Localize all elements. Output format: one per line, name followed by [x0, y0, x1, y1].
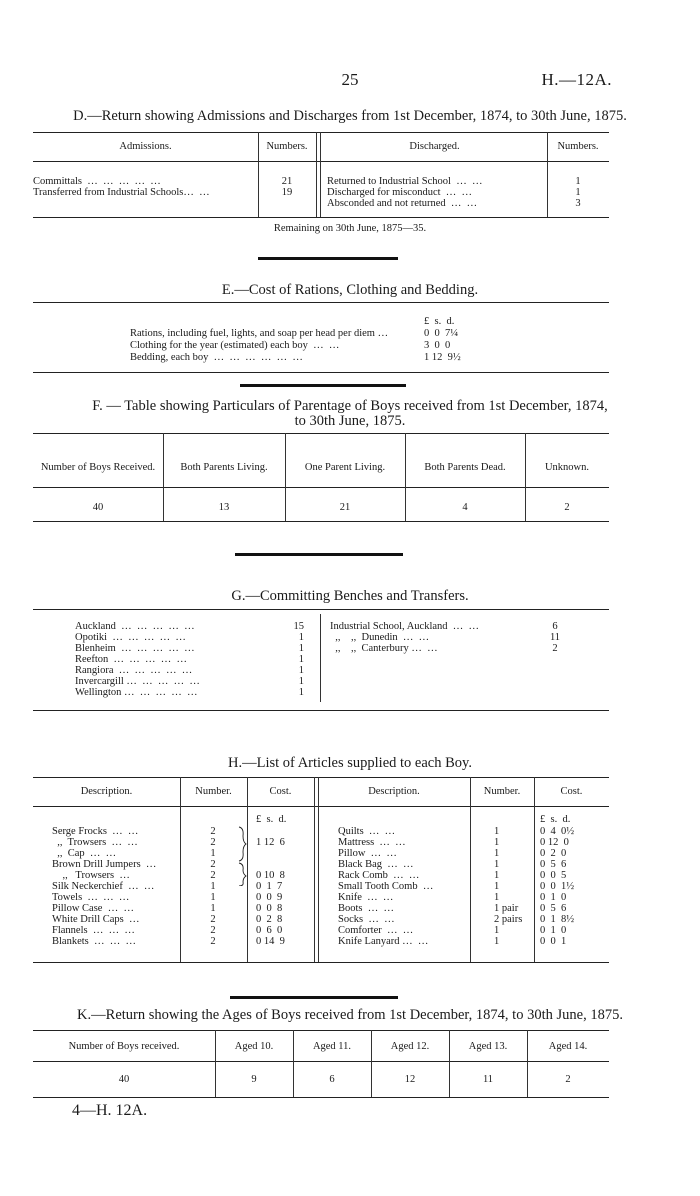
- article-cost: 0 2 8: [256, 914, 283, 925]
- article-number: 1: [210, 903, 216, 914]
- article-description: Small Tooth Comb …: [338, 881, 434, 892]
- section-k-value: 9: [251, 1074, 257, 1085]
- section-h-header: Description.: [80, 786, 133, 797]
- section-k-header: Number of Boys received.: [68, 1041, 180, 1052]
- article-number: 2: [210, 914, 216, 925]
- article-cost: 0 1 7: [256, 881, 283, 892]
- document-reference: H.—12A.: [541, 70, 612, 89]
- discharged-number: 3: [575, 198, 581, 209]
- article-cost: 0 1 0: [540, 892, 567, 903]
- article-cost: 0 10 8: [256, 870, 285, 881]
- article-number: 1: [494, 892, 500, 903]
- section-f-title: F. — Table showing Particulars of Parentage of Boys received from 1st December, 1874,: [92, 398, 608, 414]
- section-k-value: 11: [482, 1074, 494, 1085]
- section-h-header: Number.: [483, 786, 521, 797]
- article-number: 1: [494, 925, 500, 936]
- article-number: 1: [494, 848, 500, 859]
- bench-number: 1: [298, 643, 304, 654]
- article-cost: 0 12 0: [540, 837, 569, 848]
- article-description: Black Bag … …: [338, 859, 414, 870]
- section-f-header: Both Parents Dead.: [424, 462, 506, 473]
- article-cost: 0 1 8½: [540, 914, 575, 925]
- article-number: 1: [210, 881, 216, 892]
- transfer-label: Industrial School, Auckland … …: [330, 621, 480, 632]
- bench-label: Reefton … … … … …: [75, 654, 187, 665]
- article-description: Comforter … …: [338, 925, 414, 936]
- article-description: White Drill Caps …: [52, 914, 140, 925]
- section-h-header: Cost.: [560, 786, 583, 797]
- transfer-label: ,, ,, Canterbury … …: [330, 643, 438, 654]
- bench-label: Opotiki … … … … …: [75, 632, 186, 643]
- section-f-value: 21: [339, 502, 351, 513]
- discharged-label: Discharged for misconduct … …: [327, 187, 473, 198]
- section-k-header: Aged 12.: [390, 1041, 430, 1052]
- section-d-col-discharged: Discharged.: [409, 141, 460, 152]
- cost-value: 0 0 7¼: [424, 328, 459, 339]
- bench-number: 1: [298, 654, 304, 665]
- article-cost: 0 0 9: [256, 892, 283, 903]
- article-description: ,, Trowsers … …: [52, 837, 138, 848]
- brace-icon: [237, 826, 247, 886]
- section-divider: [230, 996, 398, 999]
- section-k-value: 2: [565, 1074, 571, 1085]
- section-h-header: Number.: [195, 786, 232, 797]
- section-f-header: Number of Boys Received.: [40, 462, 156, 473]
- section-d-col-numbers-right: Numbers.: [557, 141, 599, 152]
- bench-label: Wellington … … … … …: [75, 687, 198, 698]
- bench-label: Invercargill … … … … …: [75, 676, 200, 687]
- discharged-label: Absconded and not returned … …: [327, 198, 478, 209]
- section-f-value: 40: [92, 502, 104, 513]
- section-d-top-rule: [33, 132, 609, 133]
- cost-value: 3 0 0: [424, 340, 451, 351]
- article-description: Silk Neckerchief … …: [52, 881, 155, 892]
- section-f-title-line2: to 30th June, 1875.: [294, 413, 406, 429]
- section-f-value: 13: [218, 502, 230, 513]
- admission-number: 19: [281, 187, 293, 198]
- article-cost: 0 5 6: [540, 903, 567, 914]
- article-cost: 1 12 6: [256, 837, 285, 848]
- section-k-value: 12: [404, 1074, 416, 1085]
- article-description: Serge Frocks … …: [52, 826, 139, 837]
- article-cost: 0 0 1: [540, 936, 567, 947]
- remaining-text: Remaining on 30th June, 1875—35.: [273, 223, 427, 234]
- section-divider: [235, 553, 403, 556]
- article-number: 1: [494, 870, 500, 881]
- article-description: Pillow … …: [338, 848, 397, 859]
- cost-label: Clothing for the year (estimated) each boy … …: [130, 340, 340, 351]
- section-d-header-rule: [33, 161, 609, 162]
- bench-number: 1: [298, 676, 304, 687]
- article-description: Socks … …: [338, 914, 395, 925]
- section-k-header: Aged 14.: [548, 1041, 588, 1052]
- section-d-col-admissions: Admissions.: [119, 141, 172, 152]
- article-cost: 0 6 0: [256, 925, 283, 936]
- article-number: 1: [210, 848, 216, 859]
- section-k-title: K.—Return showing the Ages of Boys received from 1st December, 1874, to 30th June, 1875.: [77, 1007, 623, 1023]
- article-number: 1 pair: [494, 903, 519, 914]
- article-description: Knife … …: [338, 892, 394, 903]
- article-description: Quilts … …: [338, 826, 396, 837]
- article-description: Blankets … … …: [52, 936, 136, 947]
- article-description: Towels … … …: [52, 892, 130, 903]
- article-number: 2: [210, 859, 216, 870]
- transfer-number: 2: [552, 643, 558, 654]
- article-cost: 0 1 0: [540, 925, 567, 936]
- article-description: Brown Drill Jumpers …: [52, 859, 157, 870]
- section-h-header: Cost.: [269, 786, 292, 797]
- admission-label: Committals … … … … …: [33, 176, 161, 187]
- cost-label: Rations, including fuel, lights, and soap per head per diem …: [130, 328, 389, 339]
- article-number: 1: [494, 837, 500, 848]
- transfer-number: 11: [549, 632, 561, 643]
- article-cost: 0 5 6: [540, 859, 567, 870]
- article-number: 2: [210, 870, 216, 881]
- section-f-value: 2: [564, 502, 570, 513]
- article-number: 1: [494, 826, 500, 837]
- article-number: 1: [494, 881, 500, 892]
- section-divider: [240, 384, 406, 387]
- article-number: 2: [210, 925, 216, 936]
- section-d-col-numbers-left: Numbers.: [266, 141, 308, 152]
- section-h-title: H.—List of Articles supplied to each Boy.: [228, 755, 472, 771]
- article-description: Knife Lanyard … …: [338, 936, 429, 947]
- transfer-number: 6: [552, 621, 558, 632]
- discharged-number: 1: [575, 187, 581, 198]
- bench-number: 1: [298, 632, 304, 643]
- bench-number: 1: [298, 687, 304, 698]
- section-k-value: 6: [329, 1074, 335, 1085]
- article-description: Boots … …: [338, 903, 395, 914]
- bench-label: Rangiora … … … … …: [75, 665, 193, 676]
- article-cost: 0 0 8: [256, 903, 283, 914]
- article-description: ,, Cap … …: [52, 848, 117, 859]
- section-k-header: Aged 10.: [234, 1041, 274, 1052]
- admission-label: Transferred from Industrial Schools… …: [33, 187, 210, 198]
- section-g-title: G.—Committing Benches and Transfers.: [231, 588, 469, 604]
- article-number: 2 pairs: [494, 914, 523, 925]
- bench-label: Blenheim … … … … …: [75, 643, 195, 654]
- discharged-number: 1: [575, 176, 581, 187]
- bench-number: 1: [298, 665, 304, 676]
- section-h-header: Description.: [368, 786, 420, 797]
- section-e-currency-head: £ s. d.: [424, 316, 455, 327]
- section-divider: [258, 257, 398, 260]
- article-description: Mattress … …: [338, 837, 406, 848]
- section-d-title: D.—Return showing Admissions and Discharges from 1st December, 1874, to 30th June, 1875.: [73, 108, 627, 124]
- article-description: Pillow Case … …: [52, 903, 134, 914]
- article-description: Rack Comb … …: [338, 870, 420, 881]
- bench-number: 15: [293, 621, 304, 632]
- section-h-currency-head: £ s. d.: [256, 814, 287, 825]
- section-h-currency-head: £ s. d.: [540, 814, 571, 825]
- section-f-header: One Parent Living.: [304, 462, 386, 473]
- section-k-header: Aged 11.: [312, 1041, 352, 1052]
- article-cost: 0 0 1½: [540, 881, 575, 892]
- admission-number: 21: [281, 176, 293, 187]
- cost-value: 1 12 9½: [424, 352, 461, 363]
- article-number: 1: [494, 859, 500, 870]
- article-number: 2: [210, 936, 216, 947]
- section-e-title: E.—Cost of Rations, Clothing and Bedding.: [221, 282, 479, 298]
- page-number: 25: [341, 70, 359, 89]
- section-k-value: 40: [118, 1074, 130, 1085]
- article-description: ,, Trowsers …: [52, 870, 130, 881]
- cost-label: Bedding, each boy … … … … … …: [130, 352, 303, 363]
- section-f-header: Both Parents Living.: [180, 462, 268, 473]
- article-number: 1: [494, 936, 500, 947]
- section-k-header: Aged 13.: [468, 1041, 508, 1052]
- article-cost: 0 4 0½: [540, 826, 575, 837]
- article-number: 1: [210, 892, 216, 903]
- transfer-label: ,, ,, Dunedin … …: [330, 632, 430, 643]
- section-f-header: Unknown.: [544, 462, 590, 473]
- article-cost: 0 0 5: [540, 870, 567, 881]
- article-cost: 0 2 0: [540, 848, 567, 859]
- footer-signature: 4—H. 12A.: [72, 1102, 148, 1119]
- article-number: 2: [210, 837, 216, 848]
- article-number: 2: [210, 826, 216, 837]
- article-description: Flannels … … …: [52, 925, 135, 936]
- article-cost: 0 14 9: [256, 936, 285, 947]
- discharged-label: Returned to Industrial School … …: [327, 176, 483, 187]
- section-f-value: 4: [462, 502, 468, 513]
- bench-label: Auckland … … … … …: [75, 621, 195, 632]
